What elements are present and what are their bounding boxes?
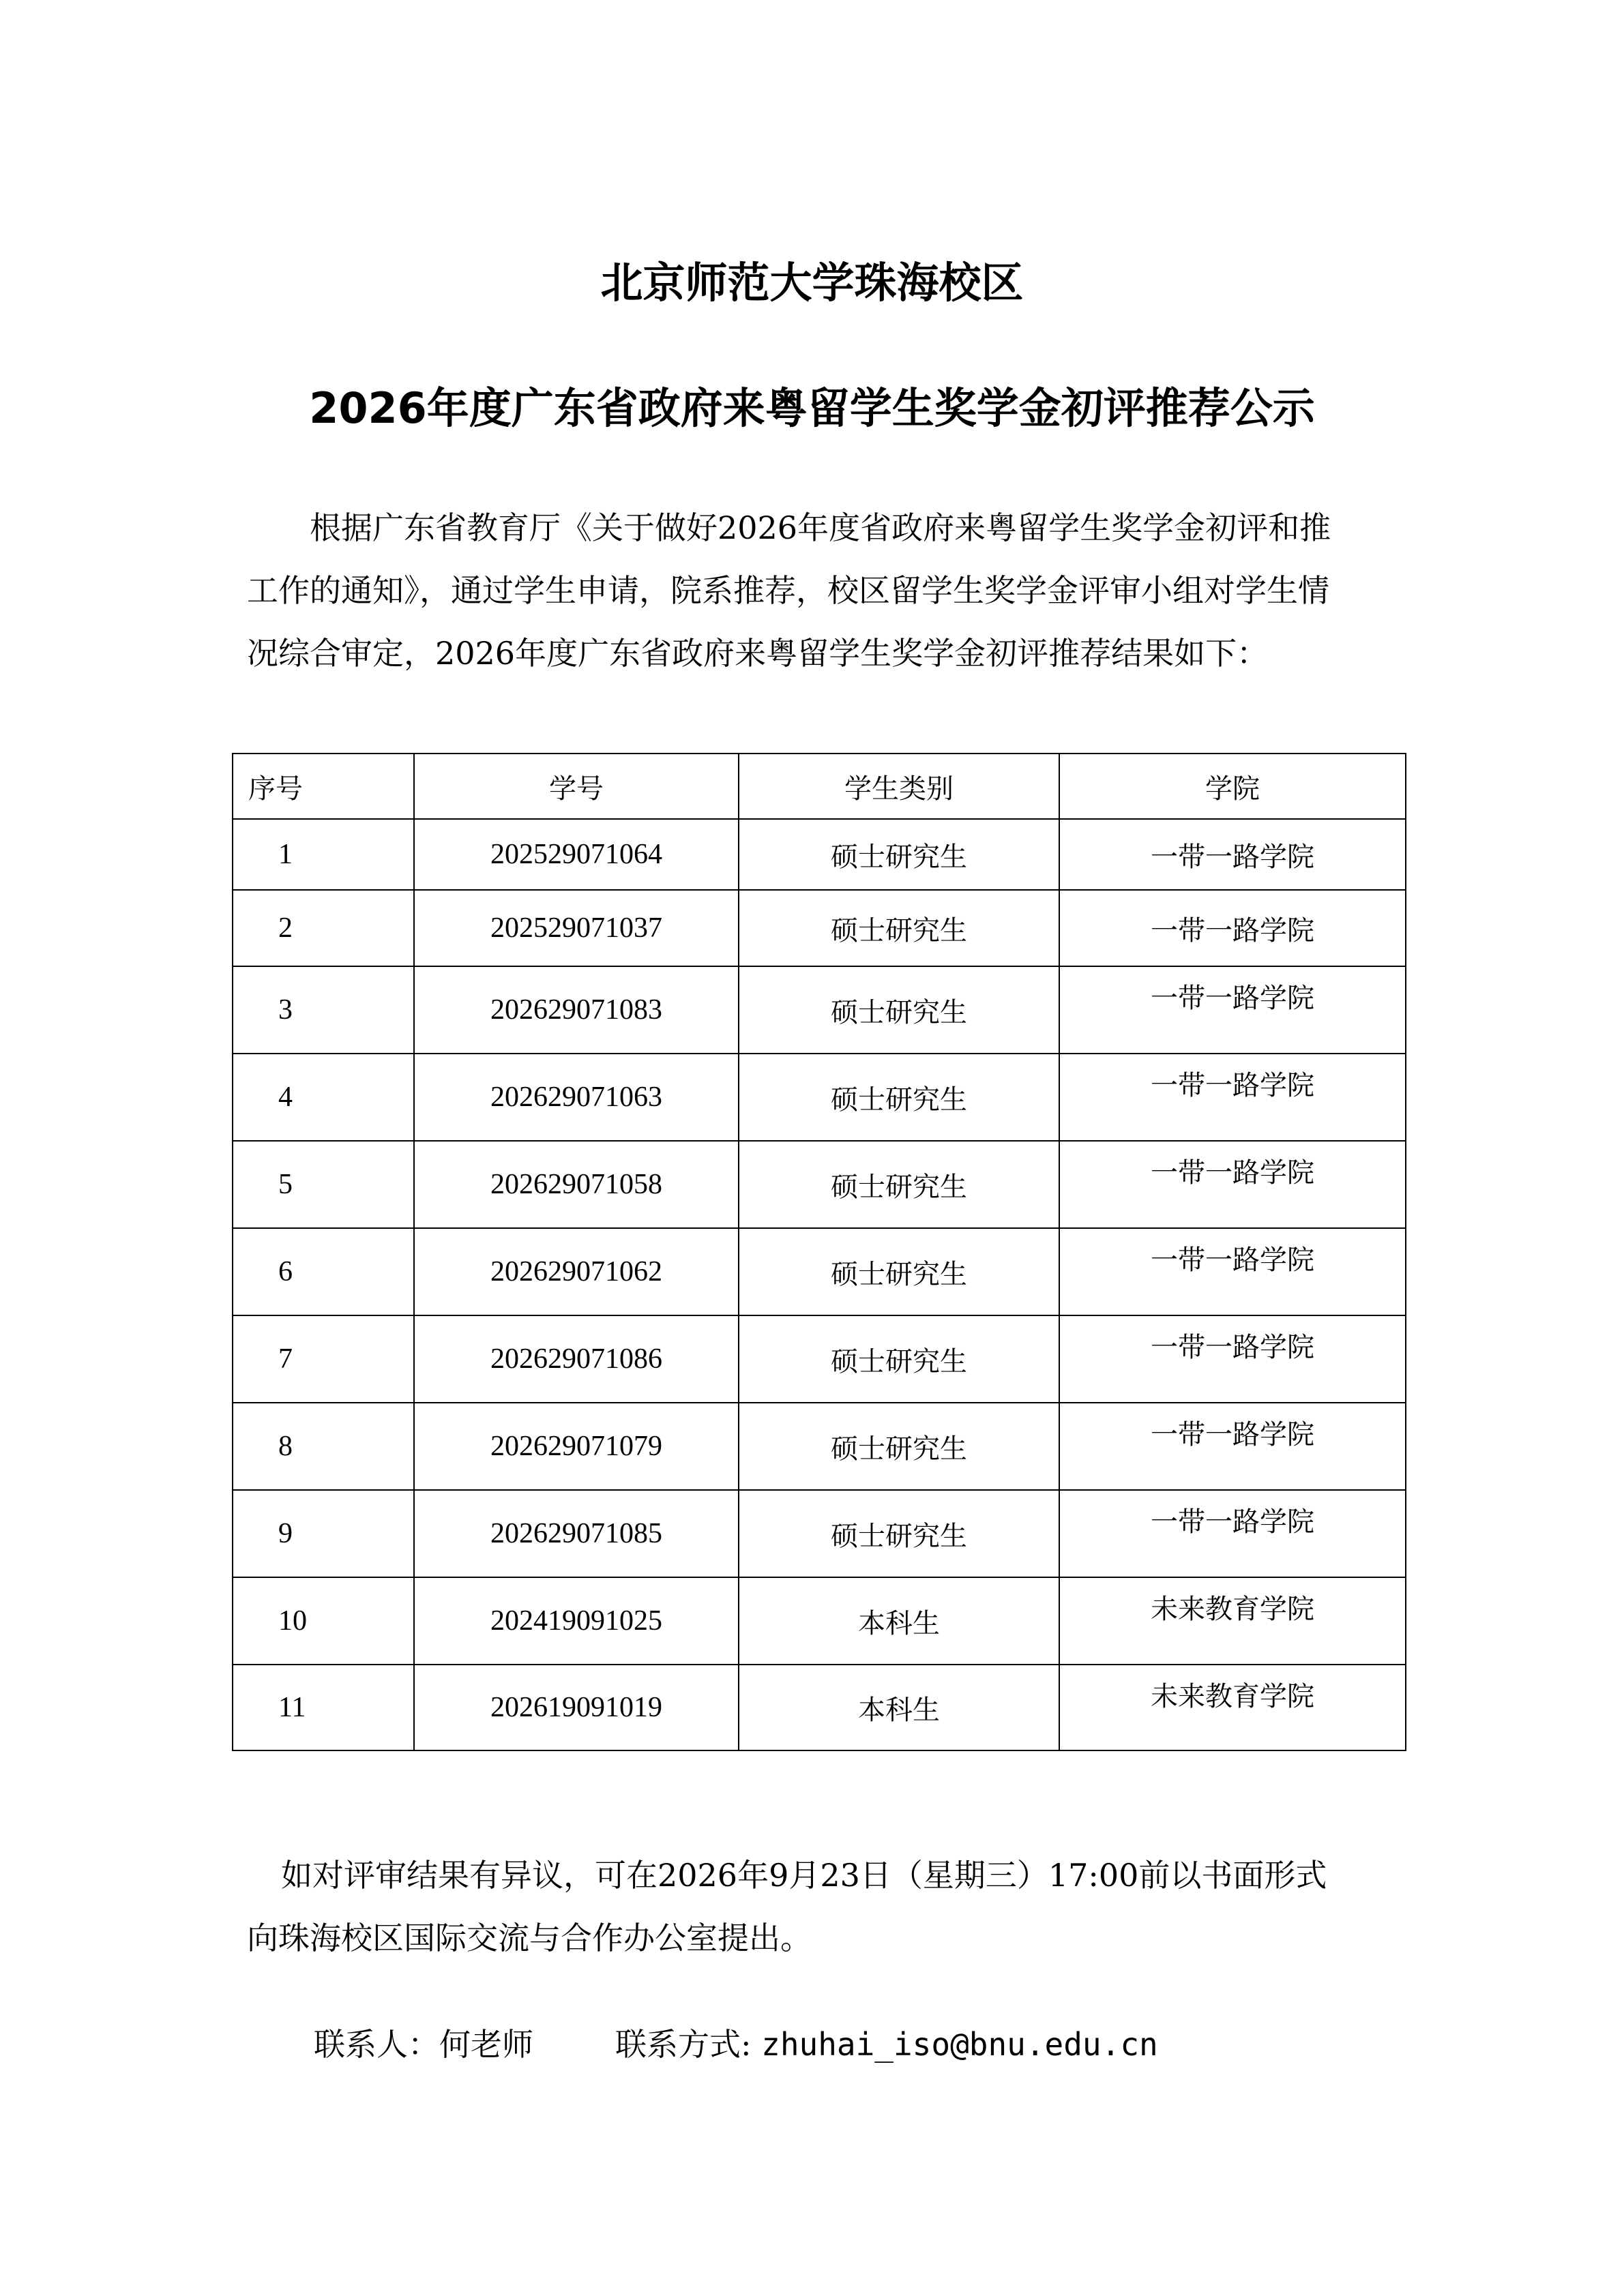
contact-method-label: 联系方式: — [615, 2026, 752, 2063]
objection-paragraph — [247, 1844, 1406, 1969]
intro-paragraph — [247, 496, 1406, 685]
table-row — [233, 1490, 1406, 1577]
table-header-row — [233, 754, 1406, 819]
header-seq: 序号 — [233, 754, 414, 819]
cell-student-id: 202629071085 — [414, 1490, 739, 1577]
table-row — [233, 1403, 1406, 1490]
table-row — [233, 1315, 1406, 1403]
cell-student-type: 硕士研究生 — [739, 890, 1059, 966]
header-college: 学院 — [1059, 754, 1406, 819]
cell-student-type: 硕士研究生 — [739, 819, 1059, 890]
table-row — [233, 819, 1406, 890]
contact-email: zhuhai_iso@bnu.edu.cn — [761, 2026, 1158, 2063]
cell-student-type: 硕士研究生 — [739, 1403, 1059, 1490]
cell-seq: 5 — [233, 1141, 414, 1228]
cell-seq: 6 — [233, 1228, 414, 1315]
cell-seq: 7 — [233, 1315, 414, 1403]
cell-seq: 9 — [233, 1490, 414, 1577]
cell-student-type: 硕士研究生 — [739, 1228, 1059, 1315]
table-row — [233, 1141, 1406, 1228]
cell-student-type: 硕士研究生 — [739, 1315, 1059, 1403]
objection-line-1: 如对评审结果有异议，可在2026年9月23日（星期三）17:00前以书面形式 — [281, 1857, 1327, 1894]
cell-seq: 11 — [233, 1665, 414, 1750]
cell-college: 一带一路学院 — [1059, 1403, 1406, 1490]
cell-student-id: 202619091019 — [414, 1665, 739, 1750]
cell-seq: 1 — [233, 819, 414, 890]
cell-student-type: 硕士研究生 — [739, 966, 1059, 1054]
table-row — [233, 966, 1406, 1054]
cell-college: 一带一路学院 — [1059, 1315, 1406, 1403]
cell-seq: 8 — [233, 1403, 414, 1490]
cell-student-id: 202629071058 — [414, 1141, 739, 1228]
cell-student-id: 202529071037 — [414, 890, 739, 966]
table-row — [233, 1054, 1406, 1141]
cell-seq: 10 — [233, 1577, 414, 1665]
cell-seq: 2 — [233, 890, 414, 966]
cell-student-type: 硕士研究生 — [739, 1054, 1059, 1141]
cell-college: 一带一路学院 — [1059, 1490, 1406, 1577]
cell-student-id: 202629071079 — [414, 1403, 739, 1490]
cell-student-type: 本科生 — [739, 1577, 1059, 1665]
table-row — [233, 1228, 1406, 1315]
cell-student-id: 202629071062 — [414, 1228, 739, 1315]
cell-student-id: 202529071064 — [414, 819, 739, 890]
cell-student-type: 硕士研究生 — [739, 1490, 1059, 1577]
intro-line-1: 根据广东省教育厅《关于做好2026年度省政府来粤留学生奖学金初评和推 — [310, 509, 1331, 546]
cell-seq: 4 — [233, 1054, 414, 1141]
intro-line-2: 工作的通知》，通过学生申请，院系推荐，校区留学生奖学金评审小组对学生情 — [247, 572, 1329, 609]
cell-college: 一带一路学院 — [1059, 1141, 1406, 1228]
cell-college: 一带一路学院 — [1059, 890, 1406, 966]
cell-college: 一带一路学院 — [1059, 1228, 1406, 1315]
header-student-id: 学号 — [414, 754, 739, 819]
table-row — [233, 890, 1406, 966]
contact-line — [314, 2024, 1158, 2065]
document-title: 北京师范大学珠海校区 — [600, 258, 1024, 308]
cell-seq: 3 — [233, 966, 414, 1054]
contact-person: 何老师 — [439, 2026, 533, 2063]
table-row — [233, 1577, 1406, 1665]
cell-student-id: 202629071063 — [414, 1054, 739, 1141]
cell-college: 未来教育学院 — [1059, 1577, 1406, 1665]
recommendation-table — [232, 753, 1406, 1751]
cell-college: 一带一路学院 — [1059, 966, 1406, 1054]
header-student-type: 学生类别 — [739, 754, 1059, 819]
cell-student-id: 202629071086 — [414, 1315, 739, 1403]
cell-student-id: 202629071083 — [414, 966, 739, 1054]
document-subtitle: 2026年度广东省政府来粤留学生奖学金初评推荐公示 — [309, 383, 1315, 433]
cell-college: 未来教育学院 — [1059, 1665, 1406, 1750]
contact-person-label: 联系人： — [314, 2026, 439, 2063]
table-row — [233, 1665, 1406, 1750]
cell-student-id: 202419091025 — [414, 1577, 739, 1665]
intro-line-3: 况综合审定，2026年度广东省政府来粤留学生奖学金初评推荐结果如下： — [247, 635, 1269, 672]
cell-student-type: 本科生 — [739, 1665, 1059, 1750]
cell-student-type: 硕士研究生 — [739, 1141, 1059, 1228]
cell-college: 一带一路学院 — [1059, 1054, 1406, 1141]
objection-line-2: 向珠海校区国际交流与合作办公室提出。 — [247, 1920, 812, 1956]
cell-college: 一带一路学院 — [1059, 819, 1406, 890]
